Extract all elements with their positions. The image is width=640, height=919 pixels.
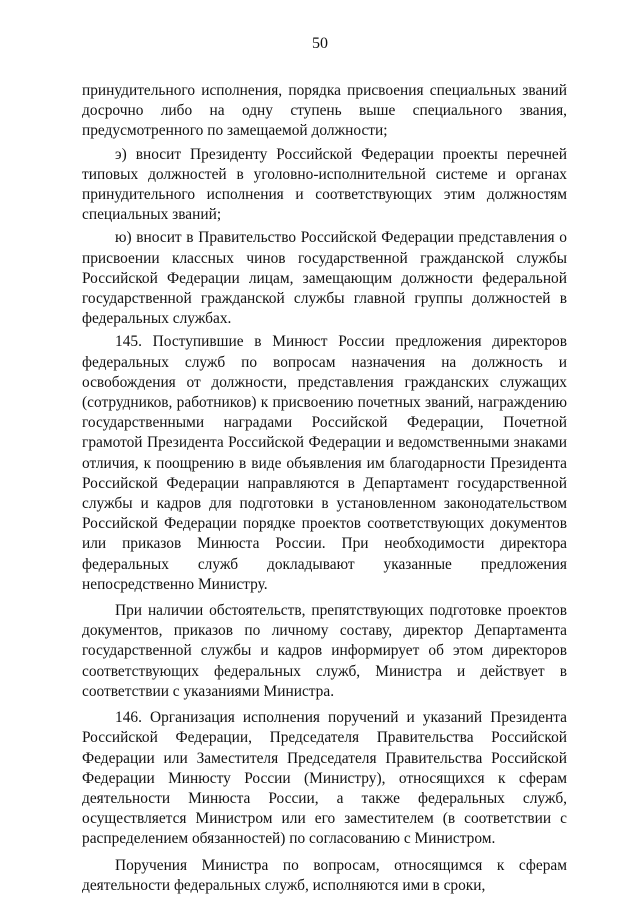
- paragraph-item-yu: ю) вносит в Правительство Российской Федерации представления о присвоении классных чинов государственной гражданской службы Российской Федерации лицам, замещающим должности федеральной государственной гражданской службы главной группы должностей в федеральных службах.: [82, 229, 567, 328]
- document-body: [82, 81, 567, 899]
- paragraph-146: 146. Организация исполнения поручений и указаний Президента Российской Федерации, Председателя Правительства Российской Федерации или Заместителя Председателя Правительства Российской Федерации Минюсту России (Министру), относящихся к сферам деятельности Минюста России, а также федеральных служб, осуществляется Министром или его заместителем (в соответствии с распределением обязанностей) по согласованию с Министром.: [82, 709, 567, 848]
- paragraph-continuation: принудительного исполнения, порядка присвоения специальных званий досрочно либо на одну ступень выше специального звания, предусмотренного по замещаемой должности;: [82, 82, 567, 140]
- paragraph-145: 145. Поступившие в Минюст России предложения директоров федеральных служб по вопросам назначения на должность и освобождения от должности, представления гражданских служащих (сотрудников, работников) к присвоению почетных званий, награждению государственными наградами Российской Федерации, Почетной грамотой Президента Российской Федерации и ведомственными знаками отличия, к поощрению в виде объявления им благодарности Президента Российской Федерации направляются в Департамент государственной службы и кадров для подготовки в установленном законодательством Российской Федерации порядке проектов соответствующих документов или приказов Минюста России. При необходимости директора федеральных служб докладывают указанные предложения непосредственно Министру.: [82, 333, 567, 593]
- paragraph-145-continuation: При наличии обстоятельств, препятствующих подготовке проектов документов, приказов по личному составу, директор Департамента государственной службы и кадров информирует об этом директоров соответствующих федеральных служб, Министра и действует в соответствии с указаниями Министра.: [82, 602, 567, 700]
- paragraph-146-continuation: Поручения Министра по вопросам, относящимся к сферам деятельности федеральных служб, исполняются ими в сроки,: [82, 856, 567, 894]
- paragraph-item-e: э) вносит Президенту Российской Федерации проекты перечней типовых должностей в уголовно-исполнительной системе и органах принудительного исполнения и соответствующих этим должностям специальных званий;: [82, 145, 567, 224]
- page-number: 50: [312, 35, 328, 52]
